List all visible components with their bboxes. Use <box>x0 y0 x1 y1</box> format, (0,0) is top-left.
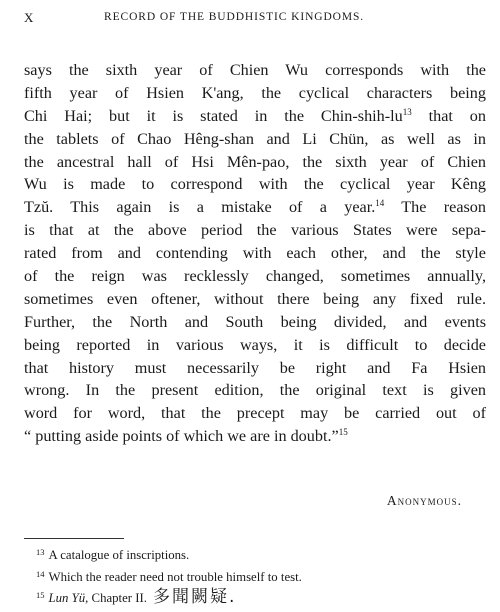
text-line: of the reign was recklessly changed, sometimes annually, <box>24 267 486 286</box>
signature: Anonymous. <box>386 493 462 508</box>
text-line: fifth year of Hsien K'ang, the cyclical characters being <box>24 83 486 102</box>
footnote-13 <box>36 543 302 565</box>
footnote-ref-15: 15 <box>338 427 348 438</box>
running-title: RECORD OF THE BUDDHISTIC KINGDOMS. <box>104 11 365 23</box>
text-line <box>24 425 486 448</box>
footnote-text: Which the reader need not trouble himself to test. <box>48 569 302 584</box>
text-line <box>24 196 486 219</box>
text-fragment: that on <box>411 106 486 125</box>
text-line: word for word, that the precept may be carried out of <box>24 404 486 423</box>
text-line: Further, the North and South being divided, and events <box>24 312 486 331</box>
running-header <box>24 10 476 32</box>
text-fragment: Chi Hai; but it is stated in the Chin-shih-lu <box>24 106 403 125</box>
footnote-number: 13 <box>36 547 45 557</box>
text-line: that history must necessarily be right and Fa Hsien <box>24 358 486 377</box>
text-line: is that at the above period the various States were sepa- <box>24 221 486 240</box>
footnote-ref-13: 13 <box>402 106 412 117</box>
text-line: Wu is made to correspond with the cyclical year Kêng <box>24 175 486 194</box>
text-line <box>24 105 486 128</box>
page-number: X <box>24 10 34 25</box>
footnote-15 <box>36 586 302 608</box>
footnote-ref-14: 14 <box>375 198 385 209</box>
footnotes <box>36 543 302 608</box>
footnote-14 <box>36 565 302 587</box>
footnote-number: 14 <box>36 568 45 579</box>
text-line: rated from and contending with each other, and the style <box>24 244 486 263</box>
text-fragment: “ putting aside points of which we are in doubt.” <box>24 427 339 446</box>
text-line: the tablets of Chao Hêng-shan and Li Chün, as well as in <box>24 129 486 148</box>
footnote-text: , Chapter II. <box>85 591 147 605</box>
footnote-divider <box>24 538 124 539</box>
text-line: wrong. In the present edition, the original text is given <box>24 381 486 400</box>
text-line: the ancestral hall of Hsi Mên-pao, the sixth year of Chien <box>24 152 486 171</box>
main-paragraph <box>24 59 486 448</box>
chinese-characters: 多聞闕疑. <box>152 587 237 607</box>
text-line: being reported in various ways, it is difficult to decide <box>24 335 486 354</box>
text-line: says the sixth year of Chien Wu corresponds with the <box>24 61 486 79</box>
text-fragment: Tzŭ. This again is a mistake of a year. <box>24 198 376 217</box>
text-line: sometimes even oftener, without there being any fixed rule. <box>24 289 486 308</box>
footnote-text: A catalogue of inscriptions. <box>48 548 190 562</box>
footnote-italic-title: Lun Yü <box>48 591 86 605</box>
footnote-number: 15 <box>36 590 45 600</box>
text-fragment: The reason <box>384 198 486 217</box>
